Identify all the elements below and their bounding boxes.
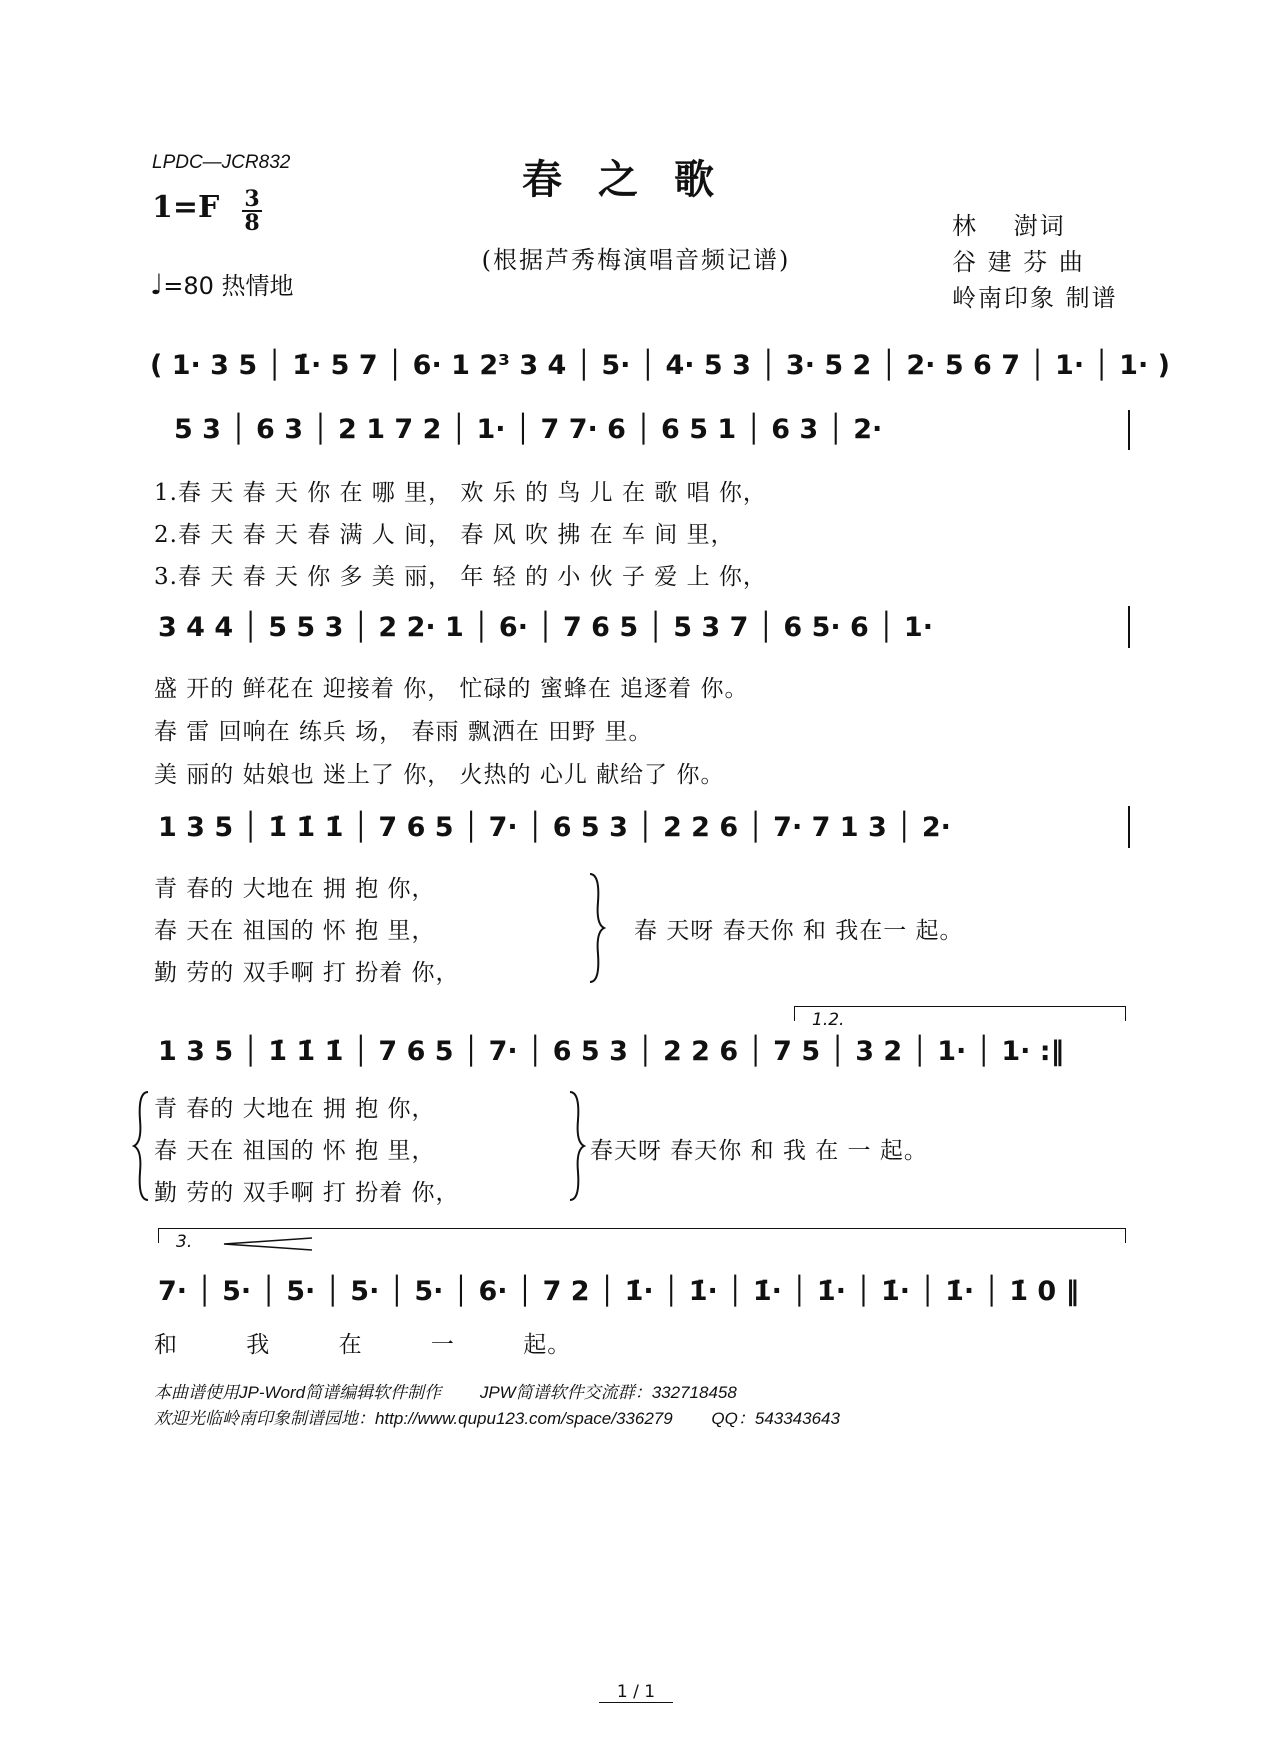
lyric-row-5-verse-1: 青 春的 大地在 拥 抱 你， [154, 1096, 436, 1122]
score-row-3: 3 4 4 │ 5 5 3 │ 2 2· 1 │ 6· │ 7 6 5 │ 5 3 7 │ 6 5· 6 │ 1· [158, 612, 933, 643]
refrain-row-4: 春 天呀 春天你 和 我在一 起。 [634, 918, 964, 944]
right-brace-icon [566, 1090, 586, 1202]
tempo-word: 热情地 [221, 272, 294, 300]
lyric-row-3-verse-2: 春 雷 回响在 练兵 场， 春雨 飘洒在 田野 里。 [154, 719, 653, 745]
lyric-row-2-verse-3: 3.春 天 春 天 你 多 美 丽， 年 轻 的 小 伙 子 爱 上 你， [154, 564, 767, 590]
song-title: 春之歌 [522, 156, 750, 203]
page-number [0, 1682, 1272, 1702]
page-number-text: 1 / 1 [599, 1682, 673, 1703]
score-row-2: 5 3 │ 6 3 │ 2 1 7 2 │ 1· │ 7 7· 6 │ 6 5 1 │ 6 3 │ 2· [174, 414, 883, 445]
time-numerator: 3 [244, 186, 260, 212]
credit-composer: 谷 建 芬 曲 [952, 248, 1085, 276]
lyric-row-4-verse-1: 青 春的 大地在 拥 抱 你， [154, 876, 436, 902]
credit-transcriber: 岭南印象 制谱 [952, 284, 1118, 312]
crescendo-hairpin-icon [222, 1236, 314, 1252]
song-subtitle: (根据芦秀梅演唱音频记谱) [481, 246, 791, 274]
lyric-row-5-verse-2: 春 天在 祖国的 怀 抱 里， [154, 1138, 436, 1164]
refrain-row-5: 春天呀 春天你 和 我 在 一 起。 [590, 1138, 928, 1164]
score-row-6: 7· │ 5· │ 5· │ 5· │ 5· │ 6· │ 7 2 │ 1̇· │ 1̇· │ 1̇· │ 1̇· │ 1̇· │ 1̇· │ 1̇ 0 ‖ [158, 1276, 1080, 1307]
lyric-row-4-verse-3: 勤 劳的 双手啊 打 扮着 你， [154, 960, 460, 986]
left-brace-icon [132, 1090, 152, 1202]
lyric-row-5-verse-3: 勤 劳的 双手啊 打 扮着 你， [154, 1180, 460, 1206]
score-row-1: ( 1· 3 5 │ 1̇· 5 7 │ 6· 1 2³ 3 4 │ 5· │ 4· 5 3 │ 3· 5 2 │ 2· 5 6 7 │ 1· │ 1· ) [150, 350, 1170, 381]
lyric-row-3-verse-3: 美 丽的 姑娘也 迷上了 你， 火热的 心儿 献给了 你。 [154, 762, 725, 788]
key-signature: 1=F [152, 190, 220, 225]
tempo-value: =80 [163, 272, 214, 300]
score-row-5: 1 3 5 │ 1̇ 1̇ 1̇ │ 7 6 5 │ 7· │ 6 5 3 │ 2 2 6 │ 7 5 │ 3 2 │ 1· │ 1· :‖ [158, 1036, 1065, 1067]
volta-label-3: 3. [176, 1232, 193, 1252]
lyric-row-2-verse-2: 2.春 天 春 天 春 满 人 间， 春 风 吹 拂 在 车 间 里， [154, 522, 735, 548]
tempo-mark [150, 266, 294, 301]
footer-line-1: 本曲谱使用JP-Word简谱编辑软件制作 JPW简谱软件交流群：332718458 [154, 1383, 737, 1402]
lyric-row-2-verse-1: 1.春 天 春 天 你 在 哪 里， 欢 乐 的 鸟 儿 在 歌 唱 你， [154, 480, 767, 506]
footer-line-2: 欢迎光临岭南印象制谱园地：http://www.qupu123.com/space/336279 QQ：543343643 [154, 1409, 840, 1428]
right-brace-icon [586, 872, 606, 984]
score-row-4: 1 3 5 │ 1̇ 1̇ 1̇ │ 7 6 5 │ 7· │ 6 5 3 │ 2 2 6 │ 7· 7 1 3 │ 2· [158, 812, 951, 843]
time-signature [240, 188, 264, 234]
time-denominator: 8 [244, 210, 260, 236]
volta-label-1-2: 1.2. [812, 1010, 845, 1030]
quarter-note-icon: ♩ [150, 268, 164, 301]
barline [1128, 806, 1130, 848]
barline [1128, 410, 1130, 450]
credit-lyricist: 林 澍词 [952, 212, 1066, 240]
lyric-row-6: 和 我 在 一 起。 [154, 1332, 572, 1358]
lyric-row-3-verse-1: 盛 开的 鲜花在 迎接着 你， 忙碌的 蜜蜂在 追逐着 你。 [154, 676, 749, 702]
lyric-row-4-verse-2: 春 天在 祖国的 怀 抱 里， [154, 918, 436, 944]
barline [1128, 606, 1130, 648]
score-code: LPDC—JCR832 [152, 152, 291, 173]
